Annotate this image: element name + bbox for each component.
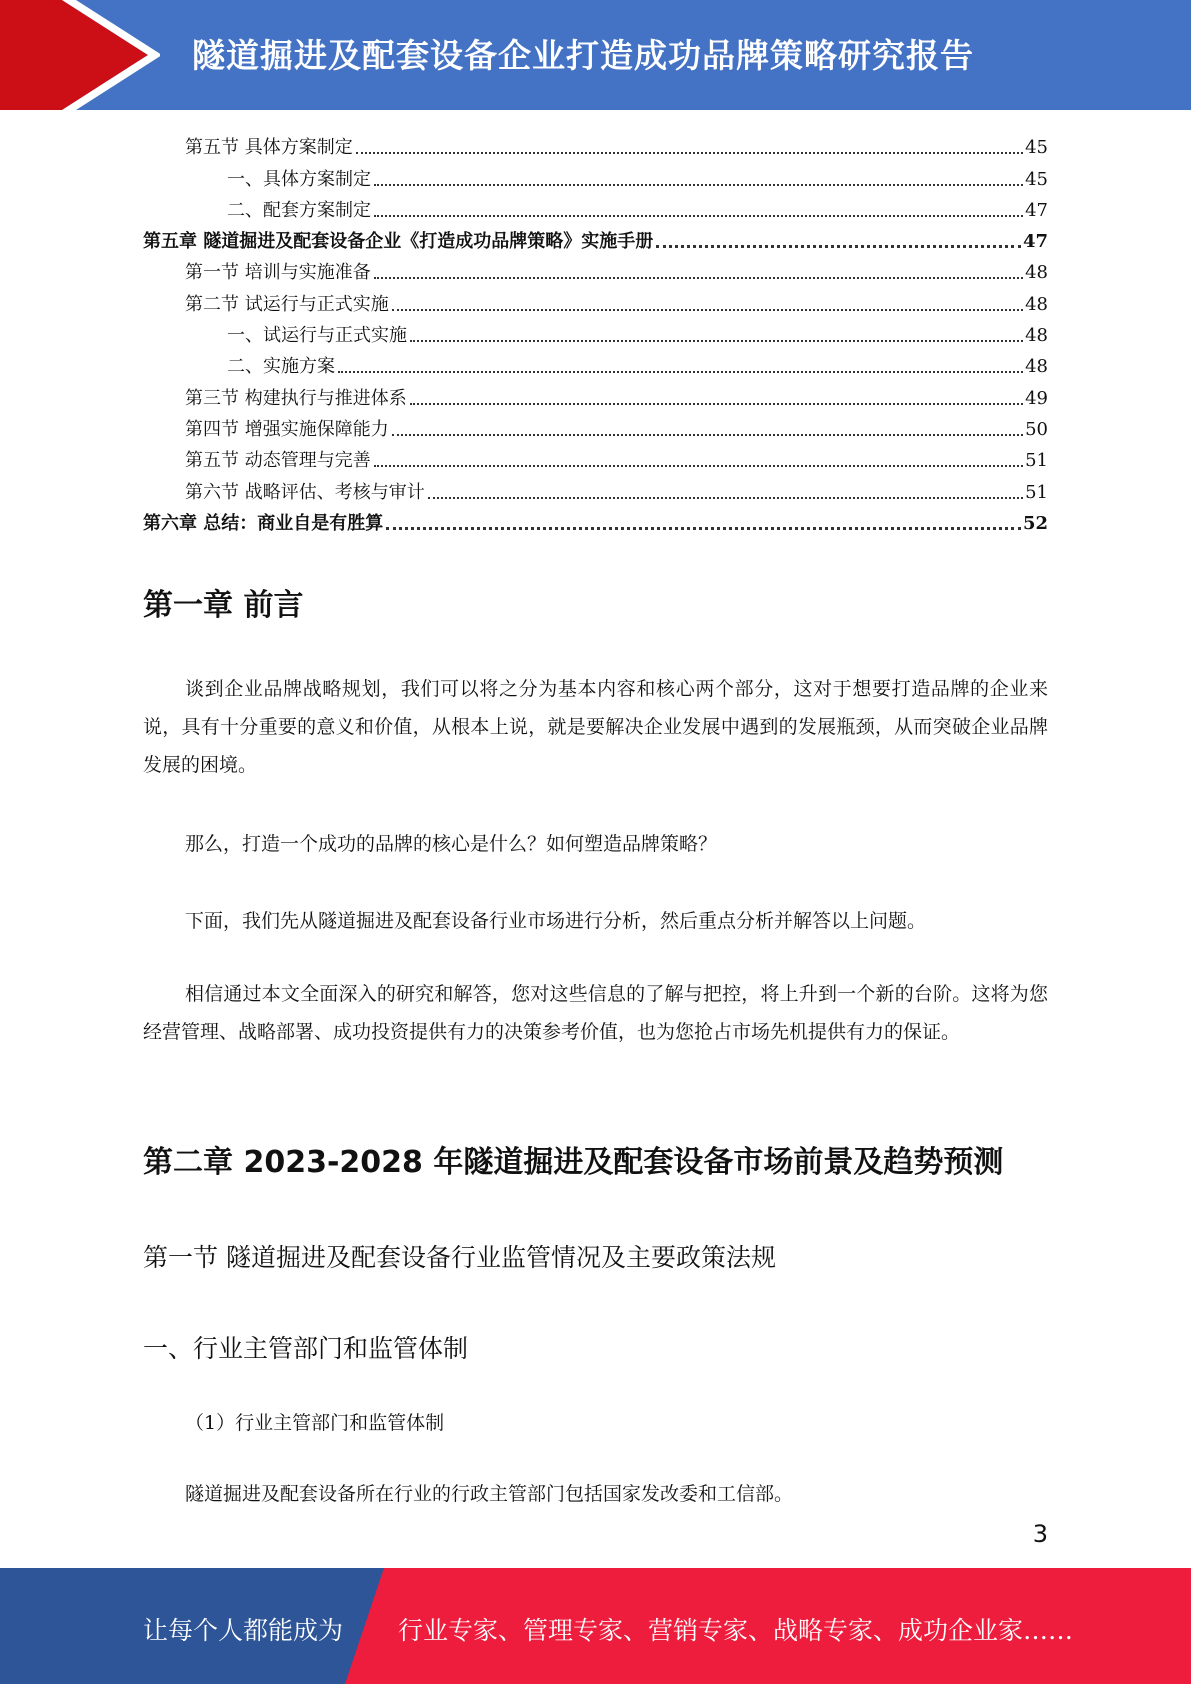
toc-entry[interactable]: [143, 222, 1048, 253]
chapter-1-paragraph-2: 那么，打造一个成功的品牌的核心是什么？如何塑造品牌策略？: [185, 833, 718, 855]
chapter-1-title: 第一章 前言: [143, 588, 304, 623]
subsection-1-title: 一、行业主管部门和监管体制: [143, 1334, 469, 1363]
page-footer: [0, 1568, 1191, 1684]
toc-dot-leader: [374, 277, 1023, 279]
toc-entry-page: 48: [1025, 325, 1048, 347]
toc-entry[interactable]: [143, 441, 1048, 472]
toc-entry-label: 第五节 具体方案制定: [185, 137, 353, 159]
page-number: 3: [1032, 1520, 1048, 1548]
toc-entry-page: 48: [1025, 262, 1048, 284]
toc-entry-page: 51: [1025, 450, 1048, 472]
toc-entry-label: 一、试运行与正式实施: [227, 325, 407, 347]
report-title: 隧道掘进及配套设备企业打造成功品牌策略研究报告: [192, 36, 974, 75]
toc-entry-label: 第六章 总结：商业自是有胜算: [143, 512, 384, 534]
footer-slogan-right: 行业专家、管理专家、营销专家、战略专家、成功企业家……: [398, 1616, 1074, 1645]
toc-dot-leader: [374, 184, 1023, 186]
toc-dot-leader: [410, 340, 1023, 342]
page-header: [0, 0, 1191, 110]
toc-dot-leader: [374, 465, 1023, 467]
toc-entry[interactable]: [143, 347, 1048, 378]
toc-dot-leader: [392, 309, 1023, 311]
toc-entry-page: 52: [1022, 512, 1048, 534]
toc-dot-leader: [386, 527, 1021, 530]
table-of-contents: [143, 128, 1048, 535]
toc-entry-page: 48: [1025, 293, 1048, 315]
toc-entry[interactable]: [143, 284, 1048, 315]
toc-entry-page: 45: [1025, 137, 1048, 159]
toc-entry-label: 二、配套方案制定: [227, 199, 371, 221]
toc-dot-leader: [374, 215, 1023, 217]
chapter-1-paragraph-4: 相信通过本文全面深入的研究和解答，您对这些信息的了解与把控，将上升到一个新的台阶。这将为您经营管理、战略部署、成功投资提供有力的决策参考价值，也为您抢占市场先机提供有力的保证。: [143, 983, 1048, 1043]
toc-entry-page: 47: [1022, 231, 1048, 253]
toc-dot-leader: [428, 497, 1023, 499]
toc-entry-label: 第三节 构建执行与推进体系: [185, 387, 407, 409]
toc-entry[interactable]: [143, 378, 1048, 409]
toc-entry-label: 第五章 隧道掘进及配套设备企业《打造成功品牌策略》实施手册: [143, 231, 654, 253]
toc-entry-page: 50: [1025, 418, 1048, 440]
chapter-1-paragraph-3: 下面，我们先从隧道掘进及配套设备行业市场进行分析，然后重点分析并解答以上问题。: [185, 910, 927, 932]
item-1-heading: （1）行业主管部门和监管体制: [185, 1412, 445, 1434]
toc-dot-leader: [356, 152, 1023, 154]
toc-entry-label: 第六节 战略评估、考核与审计: [185, 481, 425, 503]
toc-entry[interactable]: [143, 504, 1048, 535]
toc-entry-label: 一、具体方案制定: [227, 168, 371, 190]
toc-entry-page: 45: [1025, 168, 1048, 190]
chapter-2-paragraph-1: 隧道掘进及配套设备所在行业的行政主管部门包括国家发改委和工信部。: [185, 1483, 794, 1505]
toc-entry[interactable]: [143, 316, 1048, 347]
toc-entry[interactable]: [143, 253, 1048, 284]
toc-entry-label: 二、实施方案: [227, 356, 335, 378]
toc-entry[interactable]: [143, 472, 1048, 503]
toc-entry-label: 第五节 动态管理与完善: [185, 450, 371, 472]
toc-dot-leader: [392, 434, 1023, 436]
section-1-title: 第一节 隧道掘进及配套设备行业监管情况及主要政策法规: [143, 1243, 776, 1272]
toc-entry-page: 47: [1025, 199, 1048, 221]
chapter-2-title: 第二章 2023-2028 年隧道掘进及配套设备市场前景及趋势预测: [143, 1145, 1004, 1180]
toc-entry-label: 第一节 培训与实施准备: [185, 262, 371, 284]
chapter-1-paragraph-1: 谈到企业品牌战略规划，我们可以将之分为基本内容和核心两个部分，这对于想要打造品牌的企业来说，具有十分重要的意义和价值，从根本上说，就是要解决企业发展中遇到的发展瓶颈，从而突破企业品牌发展的困境。: [143, 678, 1048, 776]
header-arrow-decoration: [0, 0, 160, 110]
toc-entry[interactable]: [143, 128, 1048, 159]
toc-entry-label: 第四节 增强实施保障能力: [185, 418, 389, 440]
toc-entry-page: 48: [1025, 356, 1048, 378]
toc-entry[interactable]: [143, 410, 1048, 441]
toc-dot-leader: [656, 245, 1021, 248]
toc-entry[interactable]: [143, 191, 1048, 222]
toc-entry-page: 49: [1025, 387, 1048, 409]
toc-entry-label: 第二节 试运行与正式实施: [185, 293, 389, 315]
toc-dot-leader: [410, 403, 1023, 405]
footer-slogan-left: 让每个人都能成为: [143, 1616, 344, 1645]
toc-entry[interactable]: [143, 159, 1048, 190]
toc-dot-leader: [338, 371, 1023, 373]
toc-entry-page: 51: [1025, 481, 1048, 503]
